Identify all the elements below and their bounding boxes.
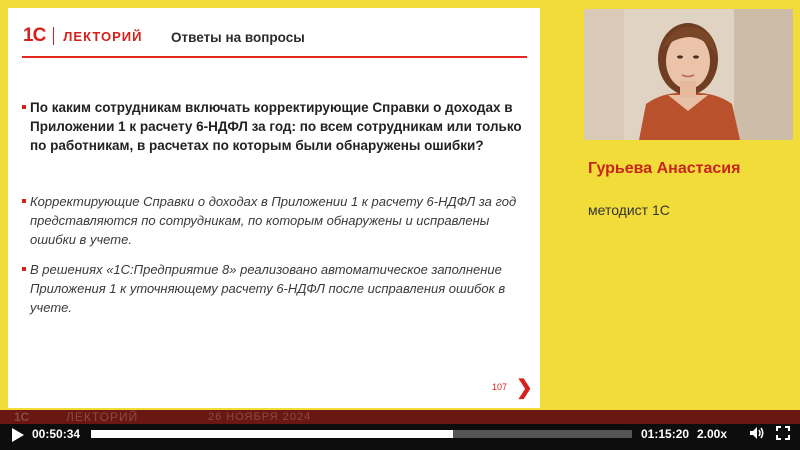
- header-divider: [22, 56, 527, 58]
- answer-bullet-2: [22, 260, 527, 317]
- strip-logo: 1С: [14, 410, 30, 424]
- speaker-role: методист 1С: [588, 202, 670, 218]
- bullet-marker: [22, 267, 26, 271]
- speaker-portrait: [584, 9, 793, 140]
- lektoriy-logo: [23, 26, 142, 46]
- fullscreen-icon[interactable]: [776, 426, 790, 440]
- slide-page-number: 107: [492, 382, 508, 392]
- slide-title: Ответы на вопросы: [171, 30, 305, 45]
- current-time: 00:50:34: [32, 427, 81, 441]
- logo-text: ЛЕКТОРИЙ: [63, 28, 143, 44]
- playback-speed-button[interactable]: 2.00x: [697, 427, 728, 441]
- strip-date: 26 НОЯБРЯ 2024: [208, 411, 312, 423]
- speaker-video: [584, 9, 793, 140]
- speaker-name: Гурьева Анастасия: [588, 160, 741, 177]
- chevron-right-icon: ❯: [516, 377, 533, 399]
- answer-text-1: Корректирующие Справки о доходах в Приложении 1 к расчету 6-НДФЛ за год представляются по сотрудникам, по которым обнаружены и исправлены ошибки в учете.: [30, 194, 517, 247]
- progress-bar[interactable]: [91, 430, 632, 438]
- strip-text: ЛЕКТОРИЙ: [66, 410, 139, 424]
- answer-bullet-1: [22, 192, 527, 249]
- volume-icon[interactable]: [749, 426, 765, 440]
- progress-fill: [91, 430, 453, 438]
- question-bullet: [22, 98, 527, 155]
- presentation-slide: [8, 8, 540, 408]
- question-text: По каким сотрудникам включать корректирующие Справки о доходах в Приложении 1 к расчету 6-НДФЛ за год: по всем сотрудникам или только по работникам, в расчетах по которым были обнаружены ошибки?: [30, 100, 522, 153]
- answer-text-2: В решениях «1С:Предприятие 8» реализовано автоматическое заполнение Приложения 1 к уточняющему расчету 6-НДФЛ после исправления ошибок в учете.: [30, 262, 506, 315]
- logo-separator: [53, 27, 54, 45]
- play-icon[interactable]: [12, 428, 24, 442]
- bullet-marker: [22, 105, 26, 109]
- logo-1c: 1С: [23, 25, 46, 46]
- slide-header: [8, 8, 540, 58]
- duration: 01:15:20: [641, 427, 690, 441]
- bullet-marker: [22, 199, 26, 203]
